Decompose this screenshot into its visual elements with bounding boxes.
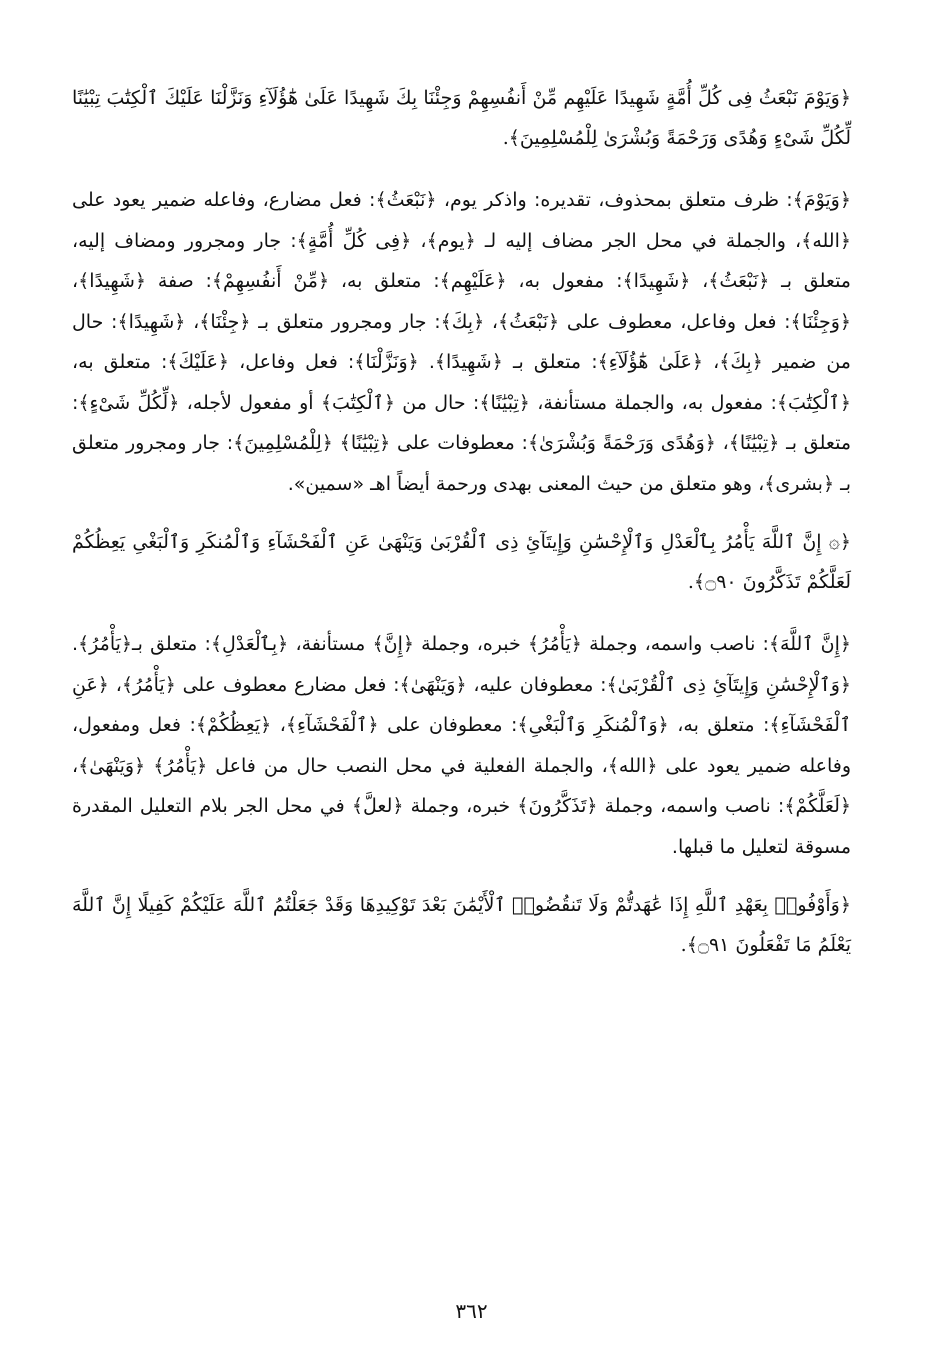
book-page [72, 78, 851, 1323]
grammar-commentary: ﴿وَيَوْمَ﴾: ظرف متعلق بمحذوف، تقديره: واذكر يوم، ﴿نَبْعَثُ﴾: فعل مضارع، وفاعله ضمير يعود على ﴿الله﴾، والجملة في محل الجر مضاف إليه لـ ﴿يوم﴾، ﴿فِى كُلِّ أُمَّةٍ﴾: جار ومجرور ومضاف إليه، متعلق بـ ﴿نَبْعَثُ﴾، ﴿شَهِيدًا﴾: مفعول به، ﴿عَلَيْهِم﴾: متعلق به، ﴿مِّنْ أَنفُسِهِمْ﴾: صفة ﴿شَهِيدًا﴾، ﴿وَجِئْنَا﴾: فعل وفاعل، معطوف على ﴿نَبْعَثُ﴾، ﴿بِكَ﴾: جار ومجرور متعلق بـ ﴿جِئْنَا﴾، ﴿شَهِيدًا﴾: حال من ضمير ﴿بِكَ﴾، ﴿عَلَىٰ هَٰٓؤُلَآءِ﴾: متعلق بـ ﴿شَهِيدًا﴾. ﴿وَنَزَّلْنَا﴾: فعل وفاعل، ﴿عَلَيْكَ﴾: متعلق به، ﴿ٱلْكِتَٰبَ﴾: مفعول به، والجملة مستأنفة، ﴿تِبْيَٰنًا﴾: حال من ﴿ٱلْكِتَٰبَ﴾ أو مفعول لأجله، ﴿لِّكُلِّ شَىْءٍ﴾: متعلق بـ ﴿تِبْيَٰنًا﴾، ﴿وَهُدًى وَرَحْمَةً وَبُشْرَىٰ﴾: معطوفات على ﴿تِبْيَٰنًا﴾ ﴿لِلْمُسْلِمِينَ﴾: جار ومجرور متعلق بـ ﴿بشرى﴾، وهو متعلق من حيث المعنى بهدى ورحمة أيضاً اهـ «سمين». [72, 189, 851, 495]
quran-verse: ﴿وَأَوْفُوا۟ بِعَهْدِ ٱللَّهِ إِذَا عَٰهَدتُّمْ وَلَا تَنقُضُوا۟ ٱلْأَيْمَٰنَ بَعْدَ تَوْكِيدِهَا وَقَدْ جَعَلْتُمُ ٱللَّهَ عَلَيْكُمْ كَفِيلًا إِنَّ ٱللَّهَ يَعْلَمُ مَا تَفْعَلُونَ ۝٩١﴾. [72, 894, 851, 956]
quran-verse: ﴿۞ إِنَّ ٱللَّهَ يَأْمُرُ بِٱلْعَدْلِ وَٱلْإِحْسَٰنِ وَإِيتَآئِ ذِى ٱلْقُرْبَىٰ وَيَنْهَىٰ عَنِ ٱلْفَحْشَآءِ وَٱلْمُنكَرِ وَٱلْبَغْىِ يَعِظُكُمْ لَعَلَّكُمْ تَذَكَّرُونَ ۝٩٠﴾. [72, 531, 851, 593]
page-number: ٣٦٢ [455, 1299, 488, 1323]
quran-verse: ﴿وَيَوْمَ نَبْعَثُ فِى كُلِّ أُمَّةٍ شَهِيدًا عَلَيْهِم مِّنْ أَنفُسِهِمْ وَجِئْنَا بِكَ شَهِيدًا عَلَىٰ هَٰٓؤُلَآءِ وَنَزَّلْنَا عَلَيْكَ ٱلْكِتَٰبَ تِبْيَٰنًا لِّكُلِّ شَىْءٍ وَهُدًى وَرَحْمَةً وَبُشْرَىٰ لِلْمُسْلِمِينَ﴾. [72, 87, 851, 149]
grammar-commentary: ﴿إِنَّ ٱللَّهَ﴾: ناصب واسمه، وجملة ﴿يَأْمُرُ﴾ خبره، وجملة ﴿إِنَّ﴾ مستأنفة، ﴿بِٱلْعَدْلِ﴾: متعلق بـ﴿يَأْمُرُ﴾. ﴿وَٱلْإِحْسَٰنِ وَإِيتَآئِ ذِى ٱلْقُرْبَىٰ﴾: معطوفان عليه، ﴿وَيَنْهَىٰ﴾: فعل مضارع معطوف على ﴿يَأْمُرُ﴾، ﴿عَنِ ٱلْفَحْشَآءِ﴾: متعلق به، ﴿وَٱلْمُنكَرِ وَٱلْبَغْىِ﴾: معطوفان على ﴿ٱلْفَحْشَآءِ﴾، ﴿يَعِظُكُمْ﴾: فعل ومفعول، وفاعله ضمير يعود على ﴿الله﴾، والجملة الفعلية في محل النصب حال من فاعل ﴿يَأْمُرُ﴾ ﴿وَيَنْهَىٰ﴾، ﴿لَعَلَّكُمْ﴾: ناصب واسمه، وجملة ﴿تَذَكَّرُونَ﴾ خبره، وجملة ﴿لعلَّ﴾ في محل الجر بلام التعليل المقدرة مسوقة لتعليل ما قبلها. [72, 633, 851, 858]
